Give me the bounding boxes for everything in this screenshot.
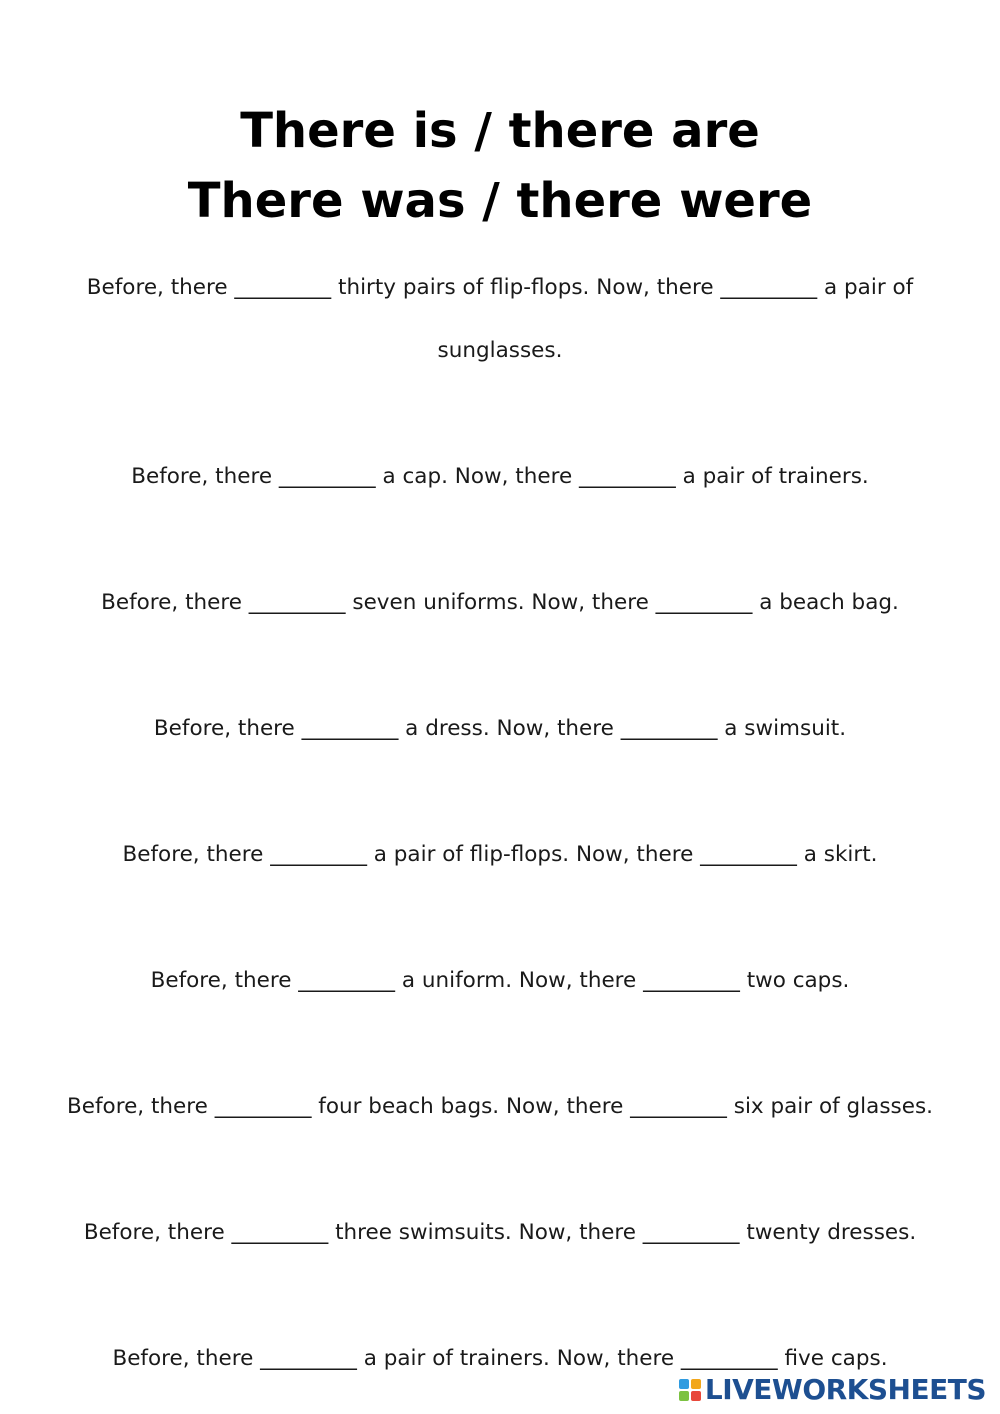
exercise-sentence-7: Before, there _________ four beach bags. Now, there _________ six pair of glasses. xyxy=(67,1094,933,1119)
logo-tile-3 xyxy=(679,1391,689,1401)
logo-tile-1 xyxy=(679,1379,689,1389)
logo-wordmark: LIVEWORKSHEETS xyxy=(704,1373,986,1406)
worksheet-title-line-2: There was / there were xyxy=(187,173,813,229)
exercise-sentence-6: Before, there _________ a uniform. Now, there _________ two caps. xyxy=(150,968,850,993)
logo-tile-2 xyxy=(691,1379,701,1389)
logo-tile-4 xyxy=(691,1391,701,1401)
exercise-sentence-3: Before, there _________ seven uniforms. Now, there _________ a beach bag. xyxy=(101,590,899,615)
liveworksheets-logo-icon xyxy=(679,1379,701,1401)
exercise-sentence-5: Before, there _________ a pair of flip-flops. Now, there _________ a skirt. xyxy=(122,842,878,867)
worksheet-title-line-1: There is / there are xyxy=(240,103,760,159)
liveworksheets-logo xyxy=(679,1373,986,1406)
exercise-sentence-4: Before, there _________ a dress. Now, there _________ a swimsuit. xyxy=(153,716,847,741)
exercise-sentence-9: Before, there _________ a pair of trainers. Now, there _________ five caps. xyxy=(112,1346,888,1371)
exercise-sentence-8: Before, there _________ three swimsuits. Now, there _________ twenty dresses. xyxy=(83,1220,917,1245)
exercise-sentence-1: Before, there _________ thirty pairs of flip-flops. Now, there _________ a pair of sunglasses. xyxy=(86,275,914,363)
exercise-sentence-2: Before, there _________ a cap. Now, there _________ a pair of trainers. xyxy=(131,464,869,489)
